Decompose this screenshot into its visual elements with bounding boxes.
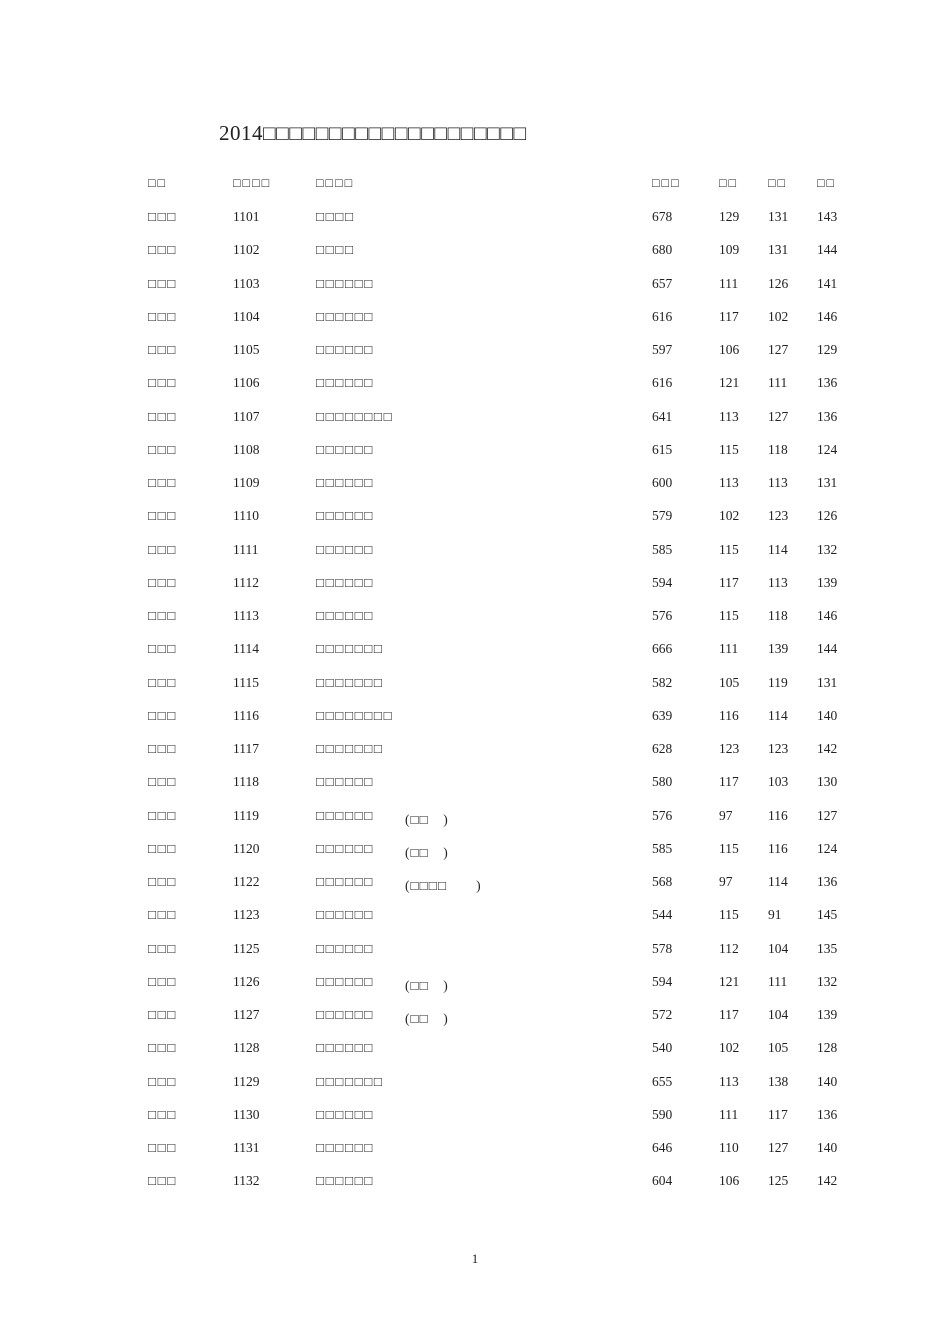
- cell-score-2: 105: [768, 1040, 789, 1056]
- cell-name: □□□□□□: [316, 840, 374, 856]
- table-row: [0, 741, 950, 761]
- table-row: [0, 608, 950, 628]
- cell-total: 578: [652, 940, 673, 956]
- cell-name: □□□□□□: [316, 608, 374, 623]
- cell-code: 1110: [233, 508, 259, 524]
- table-row: [0, 907, 950, 927]
- table-row: [0, 375, 950, 395]
- cell-score-3: 145: [817, 907, 838, 923]
- cell-name: □□□□□□: [316, 508, 374, 524]
- cell-score-1: 97: [719, 807, 733, 823]
- document-title: 2014□□□□□□□□□□□□□□□□□□□□: [219, 121, 527, 145]
- cell-total: 594: [652, 574, 673, 590]
- cell-code: 1108: [233, 441, 260, 457]
- cell-code: 1126: [233, 973, 260, 989]
- cell-name: □□□□□□: [316, 1173, 374, 1189]
- cell-region: □□□: [148, 209, 177, 224]
- cell-region: □□□: [148, 441, 177, 457]
- cell-score-2: 119: [768, 674, 788, 690]
- table-row: [0, 209, 950, 229]
- cell-code: 1104: [233, 308, 260, 324]
- cell-score-1: 102: [719, 1040, 740, 1056]
- cell-score-2: 123: [768, 741, 789, 756]
- cell-score-1: 117: [719, 774, 739, 790]
- cell-score-1: 113: [719, 475, 739, 490]
- cell-score-2: 114: [768, 874, 788, 889]
- cell-note: (□□ ): [405, 977, 449, 993]
- cell-region: □□□: [148, 840, 177, 856]
- cell-code: 1107: [233, 408, 260, 424]
- cell-code: 1127: [233, 1007, 260, 1022]
- header-score-3: □□: [817, 176, 837, 190]
- cell-score-3: 132: [817, 973, 838, 989]
- cell-code: 1112: [233, 574, 259, 590]
- cell-name: □□□□□□: [316, 1106, 374, 1122]
- cell-code: 1115: [233, 674, 259, 690]
- cell-score-1: 110: [719, 1140, 739, 1155]
- cell-code: 1119: [233, 807, 259, 823]
- table-row: [0, 508, 950, 528]
- cell-region: □□□: [148, 1040, 177, 1056]
- cell-score-2: 125: [768, 1173, 789, 1189]
- cell-score-1: 123: [719, 741, 740, 756]
- table-row: [0, 409, 950, 429]
- cell-name: □□□□□□: [316, 441, 374, 457]
- cell-code: 1131: [233, 1140, 260, 1155]
- cell-code: 1117: [233, 741, 259, 756]
- cell-score-3: 139: [817, 574, 838, 590]
- cell-region: □□□: [148, 674, 177, 690]
- cell-score-2: 126: [768, 275, 789, 291]
- cell-name: □□□□□□: [316, 541, 374, 557]
- cell-total: 576: [652, 807, 673, 823]
- cell-score-1: 115: [719, 441, 739, 457]
- cell-score-1: 97: [719, 874, 733, 889]
- cell-total: 678: [652, 209, 673, 224]
- cell-score-3: 129: [817, 342, 838, 357]
- cell-score-1: 111: [719, 275, 739, 291]
- cell-name: □□□□□□: [316, 973, 374, 989]
- cell-score-3: 141: [817, 275, 838, 291]
- cell-score-1: 121: [719, 973, 740, 989]
- cell-score-2: 114: [768, 707, 788, 723]
- cell-score-3: 131: [817, 475, 838, 490]
- cell-name: □□□□□□: [316, 1040, 374, 1056]
- cell-code: 1113: [233, 608, 259, 623]
- cell-score-3: 136: [817, 1106, 838, 1122]
- cell-code: 1120: [233, 840, 260, 856]
- cell-region: □□□: [148, 475, 177, 490]
- cell-score-1: 115: [719, 608, 739, 623]
- cell-score-3: 144: [817, 242, 838, 258]
- cell-score-3: 142: [817, 741, 838, 756]
- cell-name: □□□□□□□: [316, 1073, 384, 1089]
- cell-total: 580: [652, 774, 673, 790]
- cell-total: 585: [652, 840, 673, 856]
- cell-region: □□□: [148, 1073, 177, 1089]
- cell-code: 1101: [233, 209, 260, 224]
- cell-region: □□□: [148, 508, 177, 524]
- cell-score-2: 117: [768, 1106, 788, 1122]
- cell-code: 1129: [233, 1073, 260, 1089]
- cell-score-1: 117: [719, 308, 739, 324]
- cell-score-3: 140: [817, 1073, 838, 1089]
- cell-total: 585: [652, 541, 673, 557]
- cell-total: 680: [652, 242, 673, 258]
- cell-score-2: 111: [768, 375, 788, 391]
- table-row: [0, 1140, 950, 1160]
- cell-score-1: 111: [719, 1106, 739, 1122]
- cell-code: 1130: [233, 1106, 260, 1122]
- cell-region: □□□: [148, 973, 177, 989]
- cell-score-3: 127: [817, 807, 838, 823]
- header-total: □□□: [652, 176, 681, 190]
- cell-score-2: 131: [768, 242, 789, 258]
- cell-name: □□□□□□: [316, 475, 374, 490]
- cell-total: 666: [652, 641, 673, 657]
- cell-total: 628: [652, 741, 673, 756]
- cell-total: 576: [652, 608, 673, 623]
- cell-code: 1123: [233, 907, 260, 923]
- cell-score-3: 140: [817, 707, 838, 723]
- cell-score-2: 113: [768, 574, 788, 590]
- cell-score-2: 123: [768, 508, 789, 524]
- cell-score-2: 127: [768, 408, 789, 424]
- cell-score-3: 136: [817, 874, 838, 889]
- cell-code: 1125: [233, 940, 260, 956]
- table-row: [0, 342, 950, 362]
- page-number: 1: [471, 1251, 479, 1266]
- cell-region: □□□: [148, 641, 177, 657]
- cell-code: 1114: [233, 641, 259, 657]
- cell-score-2: 127: [768, 1140, 789, 1155]
- cell-region: □□□: [148, 541, 177, 557]
- cell-region: □□□: [148, 807, 177, 823]
- cell-code: 1109: [233, 475, 260, 490]
- cell-score-3: 130: [817, 774, 838, 790]
- cell-score-1: 121: [719, 375, 740, 391]
- cell-name: □□□□□□: [316, 308, 374, 324]
- cell-total: 568: [652, 874, 673, 889]
- cell-total: 597: [652, 342, 673, 357]
- cell-score-1: 115: [719, 907, 739, 923]
- cell-score-1: 106: [719, 1173, 740, 1189]
- cell-code: 1128: [233, 1040, 260, 1056]
- cell-score-2: 114: [768, 541, 788, 557]
- table-row: [0, 774, 950, 794]
- cell-note: (□□ ): [405, 1011, 449, 1026]
- cell-score-3: 143: [817, 209, 838, 224]
- cell-score-3: 146: [817, 608, 838, 623]
- cell-score-2: 113: [768, 475, 788, 490]
- cell-score-1: 116: [719, 707, 739, 723]
- table-row: [0, 675, 950, 695]
- cell-code: 1105: [233, 342, 260, 357]
- cell-score-2: 138: [768, 1073, 789, 1089]
- cell-note: (□□ ): [405, 844, 449, 860]
- cell-total: 657: [652, 275, 673, 291]
- header-score-2: □□: [768, 176, 788, 190]
- cell-name: □□□□□□□□: [316, 707, 394, 723]
- cell-total: 616: [652, 375, 673, 391]
- cell-score-3: 124: [817, 441, 838, 457]
- cell-name: □□□□: [316, 209, 355, 224]
- cell-score-3: 139: [817, 1007, 838, 1022]
- table-row: [0, 641, 950, 661]
- cell-region: □□□: [148, 375, 177, 391]
- cell-total: 594: [652, 973, 673, 989]
- header-region: □□: [148, 176, 168, 190]
- table-row: [0, 974, 950, 994]
- table-header: [0, 176, 950, 196]
- cell-region: □□□: [148, 608, 177, 623]
- table-row: [0, 242, 950, 262]
- cell-score-1: 106: [719, 342, 740, 357]
- cell-name: □□□□□□: [316, 940, 374, 956]
- cell-name: □□□□□□: [316, 1140, 374, 1155]
- table-row: [0, 309, 950, 329]
- cell-region: □□□: [148, 342, 177, 357]
- header-score-1: □□: [719, 176, 739, 190]
- cell-score-1: 112: [719, 940, 739, 956]
- cell-score-3: 124: [817, 840, 838, 856]
- table-row: [0, 841, 950, 861]
- table-row: [0, 1074, 950, 1094]
- cell-score-3: 142: [817, 1173, 838, 1189]
- cell-score-1: 102: [719, 508, 740, 524]
- cell-name: □□□□□□: [316, 375, 374, 391]
- cell-score-1: 111: [719, 641, 739, 657]
- table-row: [0, 276, 950, 296]
- cell-name: □□□□□□: [316, 807, 374, 823]
- cell-score-2: 111: [768, 973, 788, 989]
- cell-code: 1106: [233, 375, 260, 391]
- cell-region: □□□: [148, 1007, 177, 1022]
- cell-region: □□□: [148, 1173, 177, 1189]
- cell-region: □□□: [148, 242, 177, 258]
- cell-region: □□□: [148, 874, 177, 889]
- cell-score-2: 104: [768, 1007, 789, 1022]
- cell-name: □□□□: [316, 242, 355, 258]
- cell-score-2: 139: [768, 641, 789, 657]
- cell-score-3: 140: [817, 1140, 838, 1155]
- table-row: [0, 475, 950, 495]
- cell-score-3: 146: [817, 308, 838, 324]
- cell-score-2: 131: [768, 209, 789, 224]
- cell-total: 639: [652, 707, 673, 723]
- cell-name: □□□□□□: [316, 574, 374, 590]
- cell-total: 572: [652, 1007, 673, 1022]
- cell-code: 1116: [233, 707, 259, 723]
- cell-name: □□□□□□□□: [316, 408, 394, 424]
- cell-total: 616: [652, 308, 673, 324]
- cell-code: 1118: [233, 774, 259, 790]
- cell-name: □□□□□□: [316, 874, 374, 889]
- cell-score-1: 117: [719, 574, 739, 590]
- cell-score-3: 126: [817, 508, 838, 524]
- cell-total: 540: [652, 1040, 673, 1056]
- cell-note: (□□ ): [405, 811, 449, 827]
- cell-region: □□□: [148, 1106, 177, 1122]
- cell-total: 646: [652, 1140, 673, 1155]
- table-row: [0, 542, 950, 562]
- cell-score-3: 144: [817, 641, 838, 657]
- cell-score-2: 118: [768, 441, 788, 457]
- cell-code: 1103: [233, 275, 260, 291]
- cell-score-2: 104: [768, 940, 789, 956]
- cell-code: 1102: [233, 242, 260, 258]
- cell-code: 1111: [233, 541, 259, 557]
- cell-score-2: 102: [768, 308, 789, 324]
- cell-score-3: 135: [817, 940, 838, 956]
- cell-score-3: 128: [817, 1040, 838, 1056]
- cell-score-1: 115: [719, 541, 739, 557]
- cell-name: □□□□□□□: [316, 741, 384, 756]
- cell-region: □□□: [148, 275, 177, 291]
- cell-name: □□□□□□: [316, 774, 374, 790]
- cell-note: (□□□□ ): [405, 878, 482, 893]
- cell-region: □□□: [148, 707, 177, 723]
- cell-score-3: 132: [817, 541, 838, 557]
- cell-name: □□□□□□: [316, 907, 374, 923]
- cell-score-2: 127: [768, 342, 789, 357]
- cell-total: 544: [652, 907, 673, 923]
- cell-score-1: 113: [719, 1073, 739, 1089]
- table-row: [0, 941, 950, 961]
- cell-score-2: 103: [768, 774, 789, 790]
- cell-score-3: 131: [817, 674, 838, 690]
- cell-name: □□□□□□□: [316, 641, 384, 657]
- cell-name: □□□□□□: [316, 342, 374, 357]
- cell-region: □□□: [148, 907, 177, 923]
- table-row: [0, 1040, 950, 1060]
- cell-region: □□□: [148, 940, 177, 956]
- header-name: □□□□: [316, 176, 355, 190]
- cell-code: 1122: [233, 874, 260, 889]
- cell-total: 615: [652, 441, 673, 457]
- cell-score-3: 136: [817, 408, 838, 424]
- cell-region: □□□: [148, 741, 177, 756]
- cell-name: □□□□□□: [316, 275, 374, 291]
- table-row: [0, 708, 950, 728]
- cell-region: □□□: [148, 574, 177, 590]
- cell-name: □□□□□□□: [316, 674, 384, 690]
- cell-region: □□□: [148, 408, 177, 424]
- cell-score-2: 116: [768, 807, 788, 823]
- table-row: [0, 442, 950, 462]
- cell-score-1: 117: [719, 1007, 739, 1022]
- cell-score-3: 136: [817, 375, 838, 391]
- table-row: [0, 1107, 950, 1127]
- cell-score-1: 113: [719, 408, 739, 424]
- cell-score-1: 105: [719, 674, 740, 690]
- cell-name: □□□□□□: [316, 1007, 374, 1022]
- table-row: [0, 575, 950, 595]
- cell-total: 600: [652, 475, 673, 490]
- cell-score-2: 91: [768, 907, 782, 923]
- table-row: [0, 808, 950, 828]
- table-row: [0, 1007, 950, 1027]
- cell-total: 641: [652, 408, 673, 424]
- cell-code: 1132: [233, 1173, 260, 1189]
- cell-total: 590: [652, 1106, 673, 1122]
- table-row: [0, 874, 950, 894]
- cell-region: □□□: [148, 308, 177, 324]
- cell-score-1: 115: [719, 840, 739, 856]
- cell-total: 604: [652, 1173, 673, 1189]
- cell-score-2: 118: [768, 608, 788, 623]
- cell-score-2: 116: [768, 840, 788, 856]
- header-code: □□□□: [233, 176, 272, 190]
- table-row: [0, 1173, 950, 1193]
- cell-score-1: 129: [719, 209, 740, 224]
- cell-total: 655: [652, 1073, 673, 1089]
- cell-total: 582: [652, 674, 673, 690]
- cell-total: 579: [652, 508, 673, 524]
- cell-score-1: 109: [719, 242, 740, 258]
- cell-region: □□□: [148, 774, 177, 790]
- cell-region: □□□: [148, 1140, 177, 1155]
